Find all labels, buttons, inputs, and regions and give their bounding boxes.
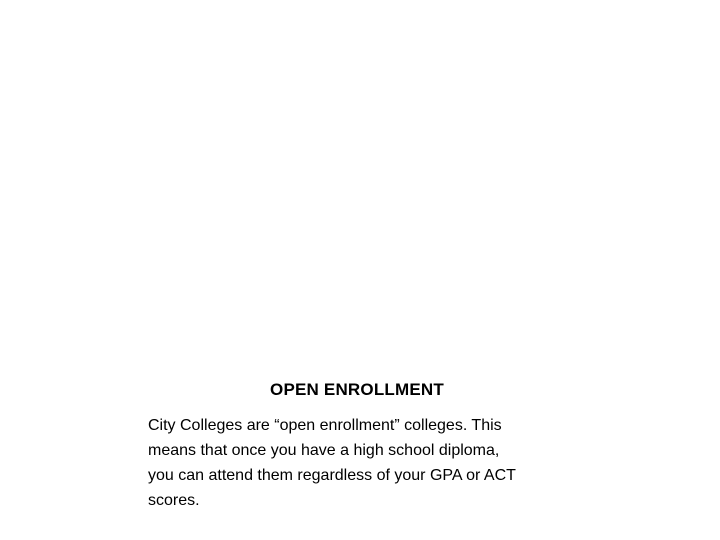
body-line: means that once you have a high school diploma, — [148, 442, 500, 459]
body-line: scores. — [148, 492, 200, 509]
body-line: you can attend them regardless of your GPA or ACT — [148, 467, 516, 484]
slide-title: OPEN ENROLLMENT — [270, 380, 444, 399]
slide-body-text — [148, 413, 578, 513]
body-line: City Colleges are “open enrollment” colleges. This — [148, 417, 502, 434]
